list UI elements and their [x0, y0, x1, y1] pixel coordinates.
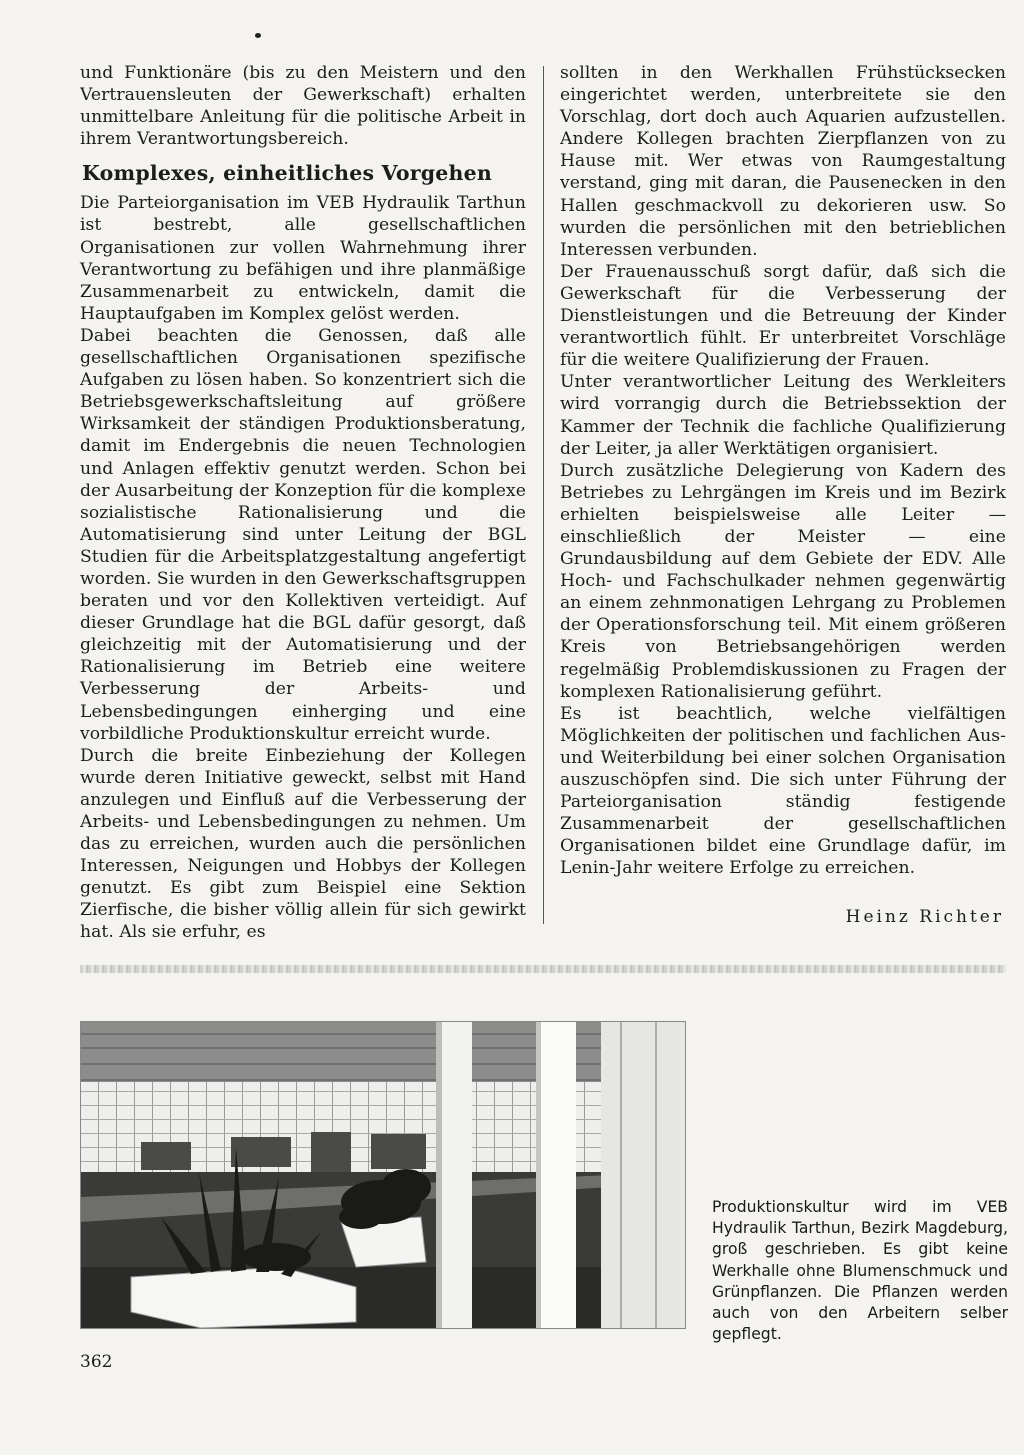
left-paragraph-2: Die Parteiorganisation im VEB Hydraulik Tarthun ist bestrebt, alle gesellschaftlichen Organisationen zur vollen Wahrnehmung ihrer Verantwortung zu befähigen und ihre planmäßige Zusammenarbeit zu entwickeln, damit die Hauptaufgaben im Komplex gelöst werden. [80, 193, 526, 324]
right-paragraph-3: Unter verantwortlicher Leitung des Werkleiters wird vorrangig durch die Betriebssektion der Kammer der Technik die fachliche Qualifizierung der Leiter, ja aller Werktätigen organisiert. [560, 372, 1006, 459]
factory-hall-photo [80, 1021, 686, 1329]
column-divider [543, 66, 544, 924]
separator-band [80, 965, 1006, 973]
page-number: 362 [80, 1352, 113, 1372]
author-signature: Heinz Richter [845, 907, 1004, 927]
left-paragraph-3: Dabei beachten die Genossen, daß alle gesellschaftlichen Organisationen spezifische Aufgaben zu lösen haben. So konzentriert sich die Betriebsgewerkschaftsleitung auf größere Wirksamkeit der ständigen Produktionsberatung, damit im Endergebnis die neuen Technologien und Anlagen effektiv genutzt werden. Schon bei der Ausarbeitung der Konzeption für die komplexe sozialistische Rationalisierung und die Automatisierung sind unter Leitung der BGL Studien für die Arbeitsplatzgestaltung angefertigt worden. Sie wurden in den Gewerkschaftsgruppen beraten und vor den Kollektiven verteidigt. Auf dieser Grundlage hat die BGL dafür gesorgt, daß gleichzeitig mit der Automatisierung und der Rationalisierung im Betrieb eine weitere Verbesserung der Arbeits- und Lebensbedingungen einherging und eine vorbildliche Produktionskultur erreicht wurde. [80, 325, 526, 744]
right-paragraph-4: Durch zusätzliche Delegierung von Kadern des Betriebes zu Lehrgängen im Kreis und im Bezirk erhielten beispielsweise alle Leiter — einschließlich der Meister — eine Grundausbildung auf dem Gebiete der EDV. Alle Hoch- und Fachschulkader nehmen gegenwärtig an einem zehnmonatigen Lehrgang zu Problemen der Operationsforschung teil. Mit einem größeren Kreis von Betriebsangehörigen werden regelmäßig Problemdiskussionen zu Fragen der komplexen Rationalisierung geführt. [560, 460, 1006, 702]
right-paragraph-1: sollten in den Werkhallen Frühstücksecken eingerichtet werden, unterbreitete sie den Vorschlag, dort doch auch Aquarien aufzustellen. Andere Kollegen brachten Zierpflanzen von zu Hause mit. Wer etwas von Raumgestaltung verstand, ging mit daran, die Pausenecken in den Hallen geschmackvoll zu dekorieren usw. So wurden die persönlichen mit den betrieblichen Interessen verbunden. [560, 63, 1006, 260]
section-heading: Komplexes, einheitliches Vorgehen [82, 161, 492, 186]
left-paragraph-4: Durch die breite Einbeziehung der Kollegen wurde deren Initiative geweckt, selbst mit Hand anzulegen und Einfluß auf die Verbesserung der Arbeits- und Lebensbedingungen zu nehmen. Um das zu erreichen, wurden auch die persönlichen Interessen, Neigungen und Hobbys der Kollegen genutzt. Es gibt zum Beispiel eine Sektion Zierfische, die bisher völlig allein für sich gewirkt hat. Als sie erfuhr, es [80, 745, 526, 943]
stray-mark [255, 33, 261, 38]
right-paragraph-2: Der Frauenausschuß sorgt dafür, daß sich die Gewerkschaft für die Verbesserung der Dienstleistungen und die Betreuung der Kinder verantwortlich fühlt. Er unterbreitet Vorschläge für die weitere Qualifizierung der Frauen. [560, 261, 1006, 371]
factory-hall-illustration [81, 1022, 685, 1328]
left-column [80, 62, 526, 944]
right-paragraph-5: Es ist beachtlich, welche vielfältigen Möglichkeiten der politischen und fachlichen Aus- und Weiterbildung bei einer solchen Organisation auszuschöpfen sind. Die sich unter Führung der Parteiorganisation ständig festigende Zusammenarbeit der gesellschaftlichen Organisationen bildet eine Grundlage dafür, im Lenin-Jahr weitere Erfolge zu erreichen. [560, 703, 1006, 879]
left-paragraph-1: und Funktionäre (bis zu den Meistern und den Vertrauensleuten der Gewerkschaft) erhalten unmittelbare Anleitung für die politische Arbeit in ihrem Verantwortungsbereich. [80, 63, 526, 150]
right-column [560, 62, 1006, 879]
photo-caption: Produktionskultur wird im VEB Hydraulik Tarthun, Bezirk Magdeburg, groß geschrieben. Es gibt keine Werkhalle ohne Blumenschmuck und Grünpflanzen. Die Pflanzen werden auch von den Arbeitern selber gepflegt. [712, 1198, 1008, 1344]
